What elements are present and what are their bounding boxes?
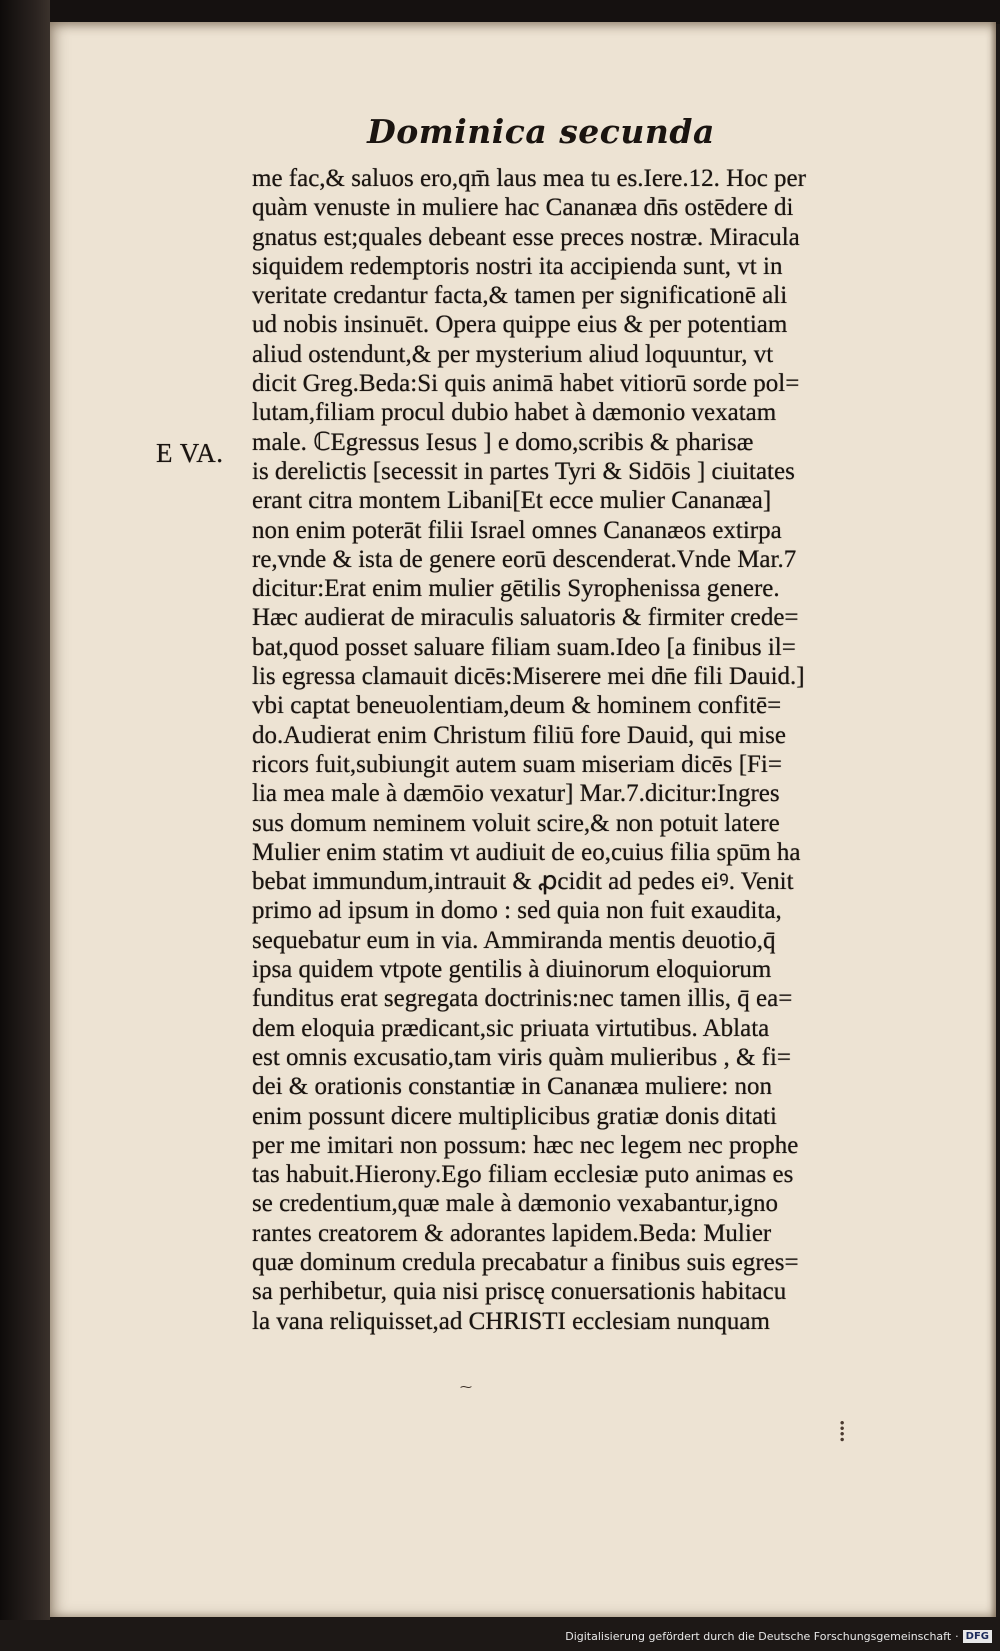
text-line: tas habuit.Hierony.Ego filiam ecclesiæ puto animas es	[252, 1161, 794, 1189]
text-line: vbi captat beneuolentiam,deum & hominem confitē=	[252, 692, 782, 720]
text-line: est omnis excusatio,tam viris quàm mulieribus , & fi=	[252, 1043, 792, 1071]
text-line: sus domum neminem voluit scire,& non potuit latere	[252, 809, 780, 837]
scan-border-top	[0, 0, 1000, 24]
text-line: lis egressa clamauit dicēs:Miserere mei dn̄e fili Dauid.]	[252, 663, 805, 691]
text-line: dicit Greg.Beda:Si quis animā habet vitiorū sorde pol=	[252, 370, 800, 398]
text-line: se credentium,quæ male à dæmonio vexabantur,igno	[252, 1190, 778, 1218]
margin-note: E VA.	[156, 438, 224, 468]
text-line: Mulier enim statim vt audiuit de eo,cuius filia spūm ha	[252, 838, 801, 866]
text-line: male. ℂEgressus Iesus ] e domo,scribis & pharisæ	[252, 428, 754, 456]
text-line: aliud ostendunt,& per mysterium aliud loquuntur, vt	[252, 340, 774, 368]
text-line: veritate credantur facta,& tamen per significationē ali	[252, 282, 788, 310]
text-line: sa perhibetur, quia nisi priscę conuersationis habitacu	[252, 1278, 787, 1306]
ink-mark: ⁞	[838, 1414, 847, 1449]
text-line: bebat immundum,intrauit & ꝓcidit ad pedes eiꝰ. Venit	[252, 868, 794, 896]
digitization-credit: Digitalisierung gefördert durch die Deutsche Forschungsgemeinschaft · DFG	[565, 1627, 992, 1645]
text-line: non enim poterāt filii Israel omnes Cananæos extirpa	[252, 516, 782, 544]
text-line: re,vnde & ista de genere eorū descenderat.Vnde Mar.7	[252, 545, 797, 573]
text-line: dem eloquia prædicant,sic priuata virtutibus. Ablata	[252, 1014, 770, 1042]
text-line: quæ dominum credula precabatur a finibus suis egres=	[252, 1248, 799, 1276]
text-line: ricors fuit,subiungit autem suam miseriam dicēs [Fi=	[252, 750, 782, 778]
text-line: lia mea male à dæmōio vexatur] Mar.7.dicitur:Ingres	[252, 780, 780, 808]
text-line: primo ad ipsum in domo : sed quia non fuit exaudita,	[252, 897, 782, 925]
text-line: erant citra montem Libani[Et ecce mulier Cananæa]	[252, 487, 772, 515]
text-line: is derelictis [secessit in partes Tyri & Sidōis ] ciuitates	[252, 457, 795, 485]
text-line: dei & orationis constantiæ in Cananæa muliere: non	[252, 1073, 773, 1101]
dfg-logo: DFG	[963, 1630, 992, 1643]
text-line: lutam,filiam procul dubio habet à dæmonio vexatam	[252, 399, 777, 427]
text-line: do.Audierat enim Christum filiū fore Dauid, qui mise	[252, 721, 786, 749]
text-line: rantes creatorem & adorantes lapidem.Beda: Mulier	[252, 1219, 772, 1247]
page-signature-dot: ⁓	[460, 1380, 472, 1394]
text-line: gnatus est;quales debeant esse preces nostræ. Miracula	[252, 223, 800, 251]
text-line: enim possunt dicere multiplicibus gratiæ donis ditati	[252, 1102, 777, 1130]
text-line: me fac,& saluos ero,qm̄ laus mea tu es.Iere.12. Hoc per	[252, 165, 806, 192]
text-line: funditus erat segregata doctrinis:nec tamen illis, q̄ ea=	[252, 985, 793, 1013]
text-line: dicitur:Erat enim mulier gētilis Syrophenissa genere.	[252, 575, 780, 603]
text-line: sequebatur eum in via. Ammiranda mentis deuotio,q̄	[252, 926, 776, 954]
text-line: siquidem redemptoris nostri ita accipienda sunt, vt in	[252, 252, 783, 280]
text-block	[252, 164, 912, 1336]
scan-border-left	[0, 0, 50, 1620]
text-line: ipsa quidem vtpote gentilis à diuinorum eloquiorum	[252, 956, 772, 984]
text-line: quàm venuste in muliere hac Cananæa dn̄s ostēdere di	[252, 194, 794, 222]
text-line: ud nobis insinuēt. Opera quippe eius & per potentiam	[252, 311, 788, 339]
page-header: Dominica secunda	[367, 112, 715, 151]
text-line: la vana reliquisset,ad CHRISTI ecclesiam nunquam	[252, 1307, 770, 1335]
text-line: per me imitari non possum: hæc nec legem nec prophe	[252, 1131, 799, 1159]
text-line: Hæc audierat de miraculis saluatoris & firmiter crede=	[252, 604, 799, 632]
text-line: bat,quod posset saluare filiam suam.Ideo [a finibus il=	[252, 633, 796, 661]
credit-text: Digitalisierung gefördert durch die Deutsche Forschungsgemeinschaft	[565, 1629, 952, 1643]
